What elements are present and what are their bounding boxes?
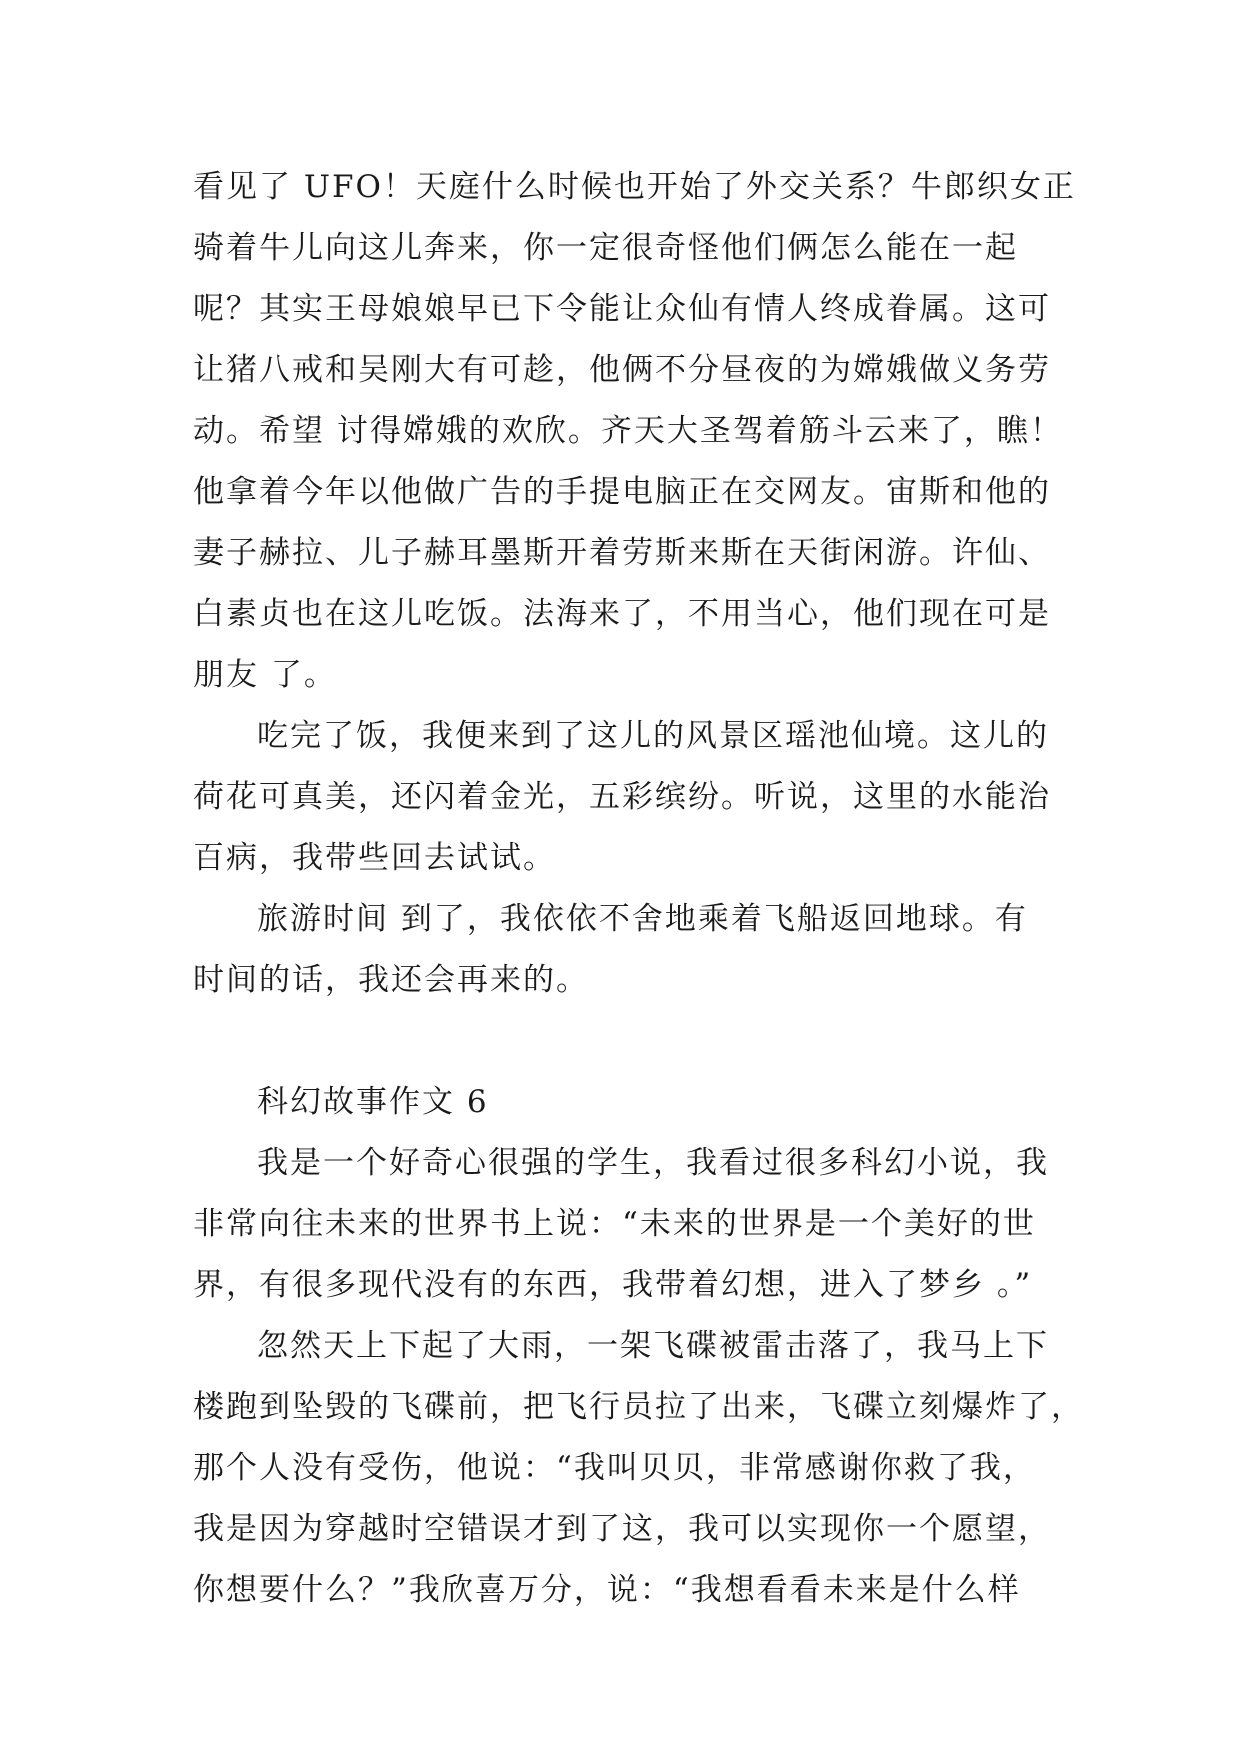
paragraph-intro — [193, 1133, 1053, 1316]
text-line: 呢？其实王母娘娘早已下令能让众仙有情人终成眷属。这可 — [193, 291, 1051, 327]
text-line: 骑着牛儿向这儿奔来，你一定很奇怪他们俩怎么能在一起 — [193, 230, 1018, 266]
paragraph-return — [193, 889, 1053, 1011]
text-line: 楼跑到坠毁的飞碟前，把飞行员拉了出来，飞碟立刻爆炸了， — [193, 1389, 1084, 1425]
text-line: 看见了 UFO！天庭什么时候也开始了外交关系？牛郎织女正 — [193, 169, 1076, 205]
paragraph-yaochi — [193, 706, 1053, 889]
text-line: 动。希望 讨得嫦娥的欢欣。齐天大圣驾着筋斗云来了，瞧！ — [193, 413, 1063, 449]
section-heading: 科幻故事作文 6 — [257, 1084, 489, 1120]
document-body — [193, 157, 1084, 1621]
text-line: 我是一个好奇心很强的学生，我看过很多科幻小说，我 — [257, 1145, 1049, 1181]
text-line: 时间的话，我还会再来的。 — [193, 962, 589, 998]
paragraph-ufo-crash — [193, 1316, 1084, 1621]
text-line: 百病，我带些回去试试。 — [193, 840, 556, 876]
text-line: 旅游时间 到了，我依依不舍地乘着飞船返回地球。有 — [257, 901, 1028, 937]
text-line: 白素贞也在这儿吃饭。法海来了，不用当心，他们现在可是 — [193, 596, 1051, 632]
text-line: 荷花可真美，还闪着金光，五彩缤纷。听说，这里的水能治 — [193, 779, 1051, 815]
text-line: 非常向往未来的世界书上说：“未来的世界是一个美好的世 — [193, 1206, 1036, 1242]
text-line: 我是因为穿越时空错误才到了这，我可以实现你一个愿望， — [193, 1511, 1051, 1547]
text-line: 界，有很多现代没有的东西，我带着幻想，进入了梦乡 。” — [193, 1267, 1033, 1303]
text-line: 忽然天上下起了大雨，一架飞碟被雷击落了，我马上下 — [257, 1328, 1049, 1364]
paragraph-ufo — [193, 157, 1076, 706]
text-line: 他拿着今年以他做广告的手提电脑正在交网友。宙斯和他的 — [193, 474, 1051, 510]
text-line: 那个人没有受伤，他说：“我叫贝贝，非常感谢你救了我， — [193, 1450, 1036, 1486]
text-line: 朋友 了。 — [193, 657, 337, 693]
text-line: 吃完了饭，我便来到了这儿的风景区瑶池仙境。这儿的 — [257, 718, 1049, 754]
text-line: 妻子赫拉、儿子赫耳墨斯开着劳斯来斯在天街闲游。许仙、 — [193, 535, 1051, 571]
blank-line — [193, 1011, 1053, 1072]
text-line: 让猪八戒和吴刚大有可趁，他俩不分昼夜的为嫦娥做义务劳 — [193, 352, 1051, 388]
text-line: 你想要什么？”我欣喜万分，说：“我想看看未来是什么样 — [193, 1572, 1021, 1608]
